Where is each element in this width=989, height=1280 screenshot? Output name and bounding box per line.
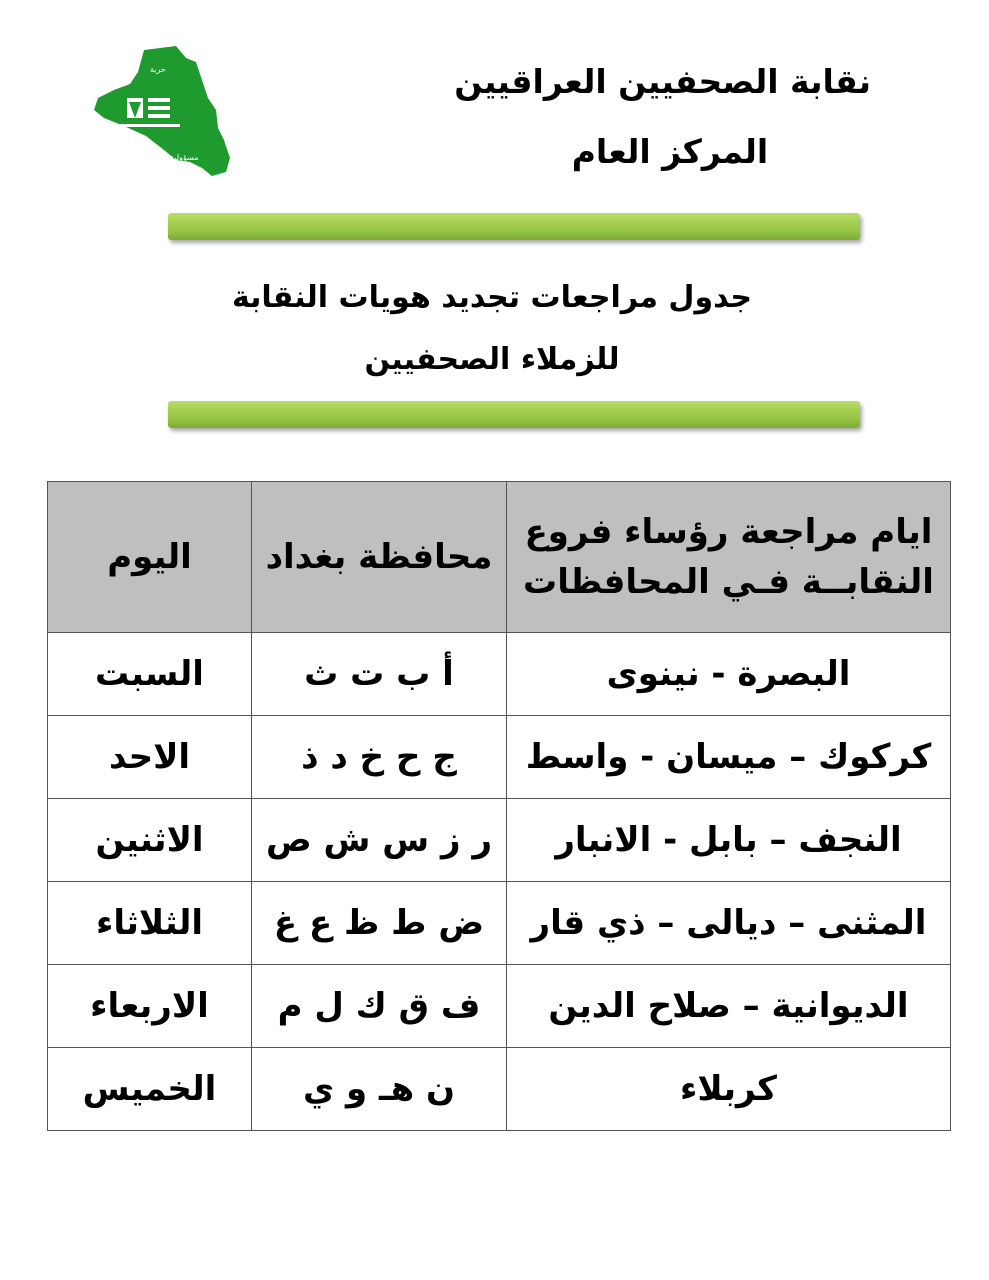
table-row xyxy=(48,716,951,799)
organization-subtitle: المركز العام xyxy=(571,132,769,171)
cell-baghdad-letters: ن هـ و ي xyxy=(252,1048,507,1131)
cell-branches: كربلاء xyxy=(507,1048,951,1131)
table-row xyxy=(48,633,951,716)
green-divider-bar-bottom xyxy=(168,401,860,428)
syndicate-logo xyxy=(84,40,238,190)
column-header-day: اليوم xyxy=(48,482,252,633)
cell-branches: كركوك – ميسان - واسط xyxy=(507,716,951,799)
organization-name: نقابة الصحفيين العراقيين xyxy=(454,62,871,101)
column-header-baghdad: محافظة بغداد xyxy=(252,482,507,633)
cell-branches: النجف – بابل - الانبار xyxy=(507,799,951,882)
cell-baghdad-letters: ج ح خ د ذ xyxy=(252,716,507,799)
iraq-map-logo-icon xyxy=(84,40,238,190)
table-header-row xyxy=(48,482,951,633)
cell-day: الثلاثاء xyxy=(48,882,252,965)
cell-branches: المثنى – ديالى – ذي قار xyxy=(507,882,951,965)
cell-baghdad-letters: ف ق ك ل م xyxy=(252,965,507,1048)
table-row xyxy=(48,1048,951,1131)
cell-day: الاثنين xyxy=(48,799,252,882)
document-subtitle: للزملاء الصحفيين xyxy=(364,342,620,377)
table-row xyxy=(48,799,951,882)
column-header-branches: ايام مراجعة رؤساء فروع النقابــة فـي المحافظات xyxy=(507,482,951,633)
document-title: جدول مراجعات تجديد هويات النقابة xyxy=(231,280,753,315)
cell-day: الاحد xyxy=(48,716,252,799)
cell-baghdad-letters: أ ب ت ث xyxy=(252,633,507,716)
table-row xyxy=(48,965,951,1048)
cell-baghdad-letters: ر ز س ش ص xyxy=(252,799,507,882)
cell-branches: البصرة - نينوى xyxy=(507,633,951,716)
svg-text:مسؤولية: مسؤولية xyxy=(170,153,199,162)
table-row xyxy=(48,882,951,965)
cell-day: الخميس xyxy=(48,1048,252,1131)
schedule-table xyxy=(47,481,951,1131)
cell-branches: الديوانية – صلاح الدين xyxy=(507,965,951,1048)
svg-text:حرية: حرية xyxy=(150,65,166,74)
cell-day: السبت xyxy=(48,633,252,716)
cell-baghdad-letters: ض ط ظ ع غ xyxy=(252,882,507,965)
green-divider-bar-top xyxy=(168,213,860,240)
cell-day: الاربعاء xyxy=(48,965,252,1048)
